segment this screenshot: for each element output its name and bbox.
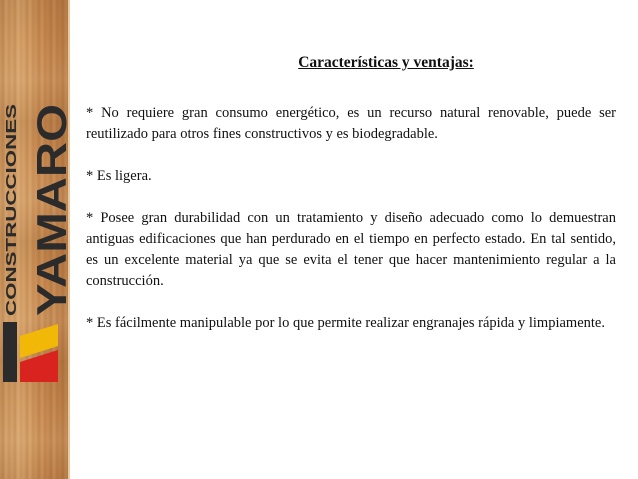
logo-text-yamaro: YAMARO bbox=[28, 133, 75, 316]
list-item: * No requiere gran consumo energético, es un recurso natural renovable, puede ser reutilizado para otros fines constructivos y es biodegradable. bbox=[86, 105, 616, 142]
logo-mark bbox=[3, 322, 58, 382]
slide-content bbox=[86, 54, 616, 355]
list-item: * Es ligera. bbox=[86, 168, 152, 184]
list-item: * Es fácilmente manipulable por lo que permite realizar engranajes rápida y limpiamente. bbox=[86, 315, 605, 331]
company-logo bbox=[0, 100, 75, 386]
logo-text-construcciones: CONSTRUCCIONES bbox=[3, 173, 20, 316]
list-item: * Posee gran durabilidad con un tratamiento y diseño adecuado como lo demuestran antiguas edificaciones que han perdurado en el tiempo en perfecto estado. En tal sentido, es un excelente material ya que se evita el tener que hacer mantenimiento regular a la construcción. bbox=[86, 210, 616, 289]
slide-heading: Características y ventajas: bbox=[298, 54, 474, 71]
